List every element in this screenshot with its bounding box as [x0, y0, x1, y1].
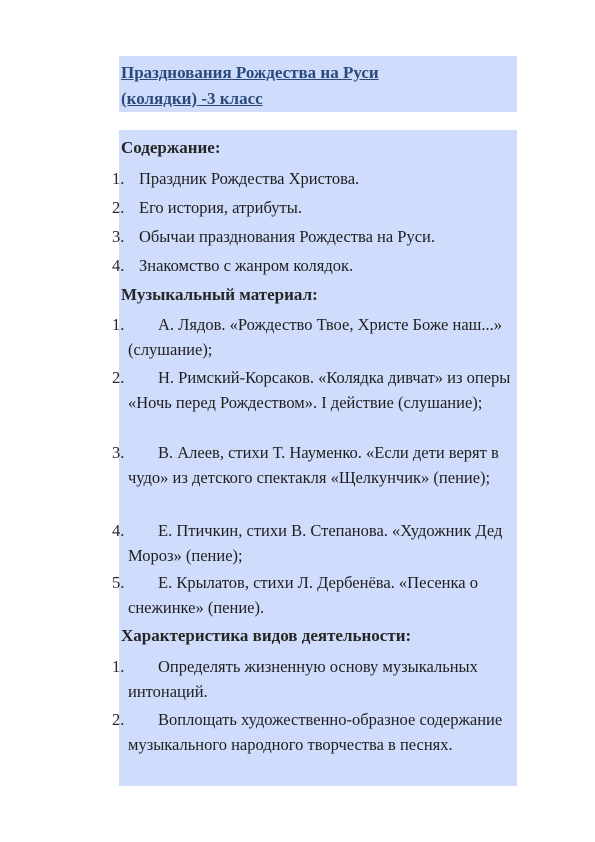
list-item-number: 2. — [112, 198, 125, 217]
list-item-number: 2. — [112, 368, 125, 387]
list-item-number: 3. — [112, 443, 125, 462]
list-item-number: 5. — [112, 573, 125, 592]
list-item-number: 2. — [112, 710, 125, 729]
list-item: Е. Крылатов, стихи Л. Дербенёва. «Песенка о снежинке» (пение). — [128, 573, 478, 617]
list-item: Его история, атрибуты. — [139, 198, 302, 217]
list-item: Определять жизненную основу музыкальных интонаций. — [128, 657, 478, 701]
list-item: Н. Римский-Корсаков. «Колядка дивчат» из оперы «Ночь перед Рождеством». I действие (слушание); — [128, 368, 511, 412]
music-heading: Музыкальный материал: — [121, 285, 318, 304]
list-item-number: 1. — [112, 657, 125, 676]
list-item: Е. Птичкин, стихи В. Степанова. «Художник Дед Мороз» (пение); — [128, 521, 503, 565]
list-item-number: 4. — [112, 256, 125, 275]
list-item: В. Алеев, стихи Т. Науменко. «Если дети верят в чудо» из детского спектакля «Щелкунчик» (пение); — [128, 443, 499, 487]
list-item-number: 4. — [112, 521, 125, 540]
list-item: Знакомство с жанром колядок. — [139, 256, 354, 275]
list-item-number: 1. — [112, 169, 125, 188]
list-item-number: 3. — [112, 227, 125, 246]
contents-heading: Содержание: — [121, 138, 221, 157]
page-title-line-1: Празднования Рождества на Руси — [121, 63, 379, 82]
activities-heading: Характеристика видов деятельности: — [121, 626, 412, 645]
page-title — [121, 60, 501, 112]
list-item: А. Лядов. «Рождество Твое, Христе Боже наш...» (слушание); — [128, 315, 502, 359]
list-item-number: 1. — [112, 315, 125, 334]
list-item: Обычаи празднования Рождества на Руси. — [139, 227, 436, 246]
page-title-line-2: (колядки) -3 класс — [121, 89, 263, 108]
list-item: Праздник Рождества Христова. — [139, 169, 360, 188]
list-item: Воплощать художественно-образное содержание музыкального народного творчества в песнях. — [128, 710, 503, 754]
